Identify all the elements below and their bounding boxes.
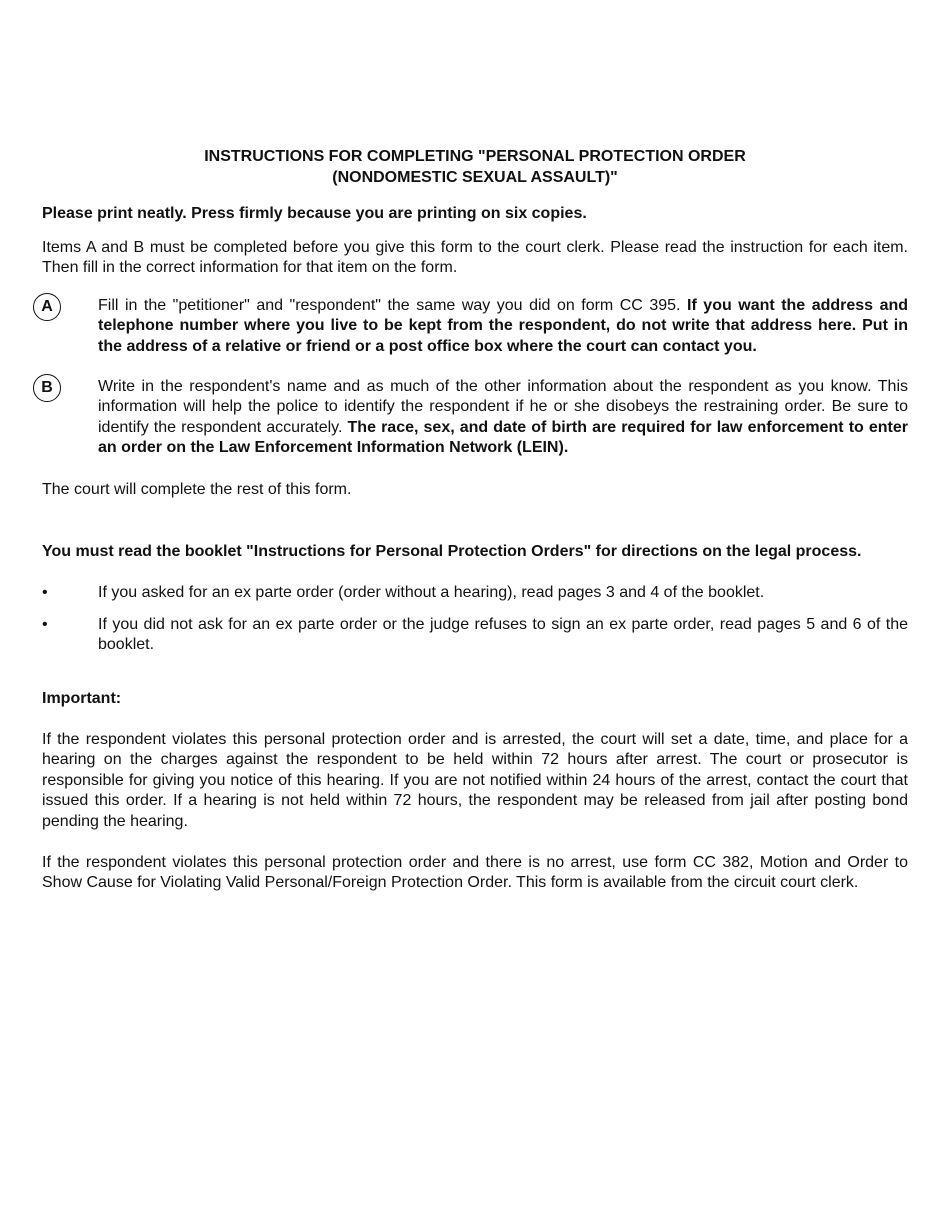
- bullet-item-1: [42, 583, 908, 603]
- item-b: [42, 377, 908, 459]
- item-a-plain: Fill in the "petitioner" and "respondent" the same way you did on form CC 395.: [98, 297, 688, 314]
- booklet-notice: You must read the booklet "Instructions for Personal Protection Orders" for directions on the legal process.: [42, 543, 862, 560]
- title-line-2: (NONDOMESTIC SEXUAL ASSAULT)": [332, 169, 618, 186]
- important-heading: Important:: [42, 690, 122, 707]
- item-b-marker: B: [33, 374, 61, 402]
- item-b-bold: The race, sex, and date of birth are required for law enforcement to enter an order on the Law Enforcement Information Network (LEIN).: [98, 418, 908, 457]
- print-notice: Please print neatly. Press firmly because you are printing on six copies.: [42, 205, 587, 222]
- item-a-marker: A: [33, 293, 61, 321]
- item-a-bold: If you want the address and telephone number where you live to be kept from the respondent, do not write that address here. Put in the address of a relative or friend or a post office box where the court can contact you.: [98, 297, 909, 355]
- bullet-2-text: If you did not ask for an ex parte order or the judge refuses to sign an ex parte order, read pages 5 and 6 of the booklet.: [98, 616, 908, 654]
- page-title: [42, 146, 908, 188]
- important-paragraph-1: If the respondent violates this personal protection order and is arrested, the court will set a date, time, and place for a hearing on the charges against the respondent to be held within 72 hours after arrest. The court or prosecutor is responsible for giving you notice of this hearing. If you are not notified within 24 hours of the arrest, contact the court that issued this order. If a hearing is not held within 72 hours, the respondent may be released from jail after posting bond pending the hearing.: [42, 731, 908, 830]
- bullet-1-symbol: •: [42, 584, 48, 601]
- item-b-text: [98, 377, 908, 459]
- title-line-1: INSTRUCTIONS FOR COMPLETING "PERSONAL PROTECTION ORDER: [204, 148, 746, 165]
- important-paragraph-2: If the respondent violates this personal protection order and there is no arrest, use form CC 382, Motion and Order to Show Cause for Violating Valid Personal/Foreign Protection Order. This form is available from the circuit court clerk.: [42, 854, 908, 892]
- bullet-1-text: If you asked for an ex parte order (order without a hearing), read pages 3 and 4 of the booklet.: [98, 584, 765, 601]
- item-a: [42, 296, 908, 357]
- item-a-text: [98, 296, 908, 357]
- intro-paragraph: Items A and B must be completed before you give this form to the court clerk. Please read the instruction for each item. Then fill in the correct information for that item on the form.: [42, 239, 908, 277]
- court-note: The court will complete the rest of this form.: [42, 481, 352, 498]
- item-b-plain: Write in the respondent's name and as much of the other information about the respondent as you know. This information will help the police to identify the respondent if he or she disobeys the restraining order. Be sure to identify the respondent accurately.: [98, 378, 908, 436]
- bullet-2-symbol: •: [42, 616, 48, 633]
- bullet-item-2: [42, 615, 908, 656]
